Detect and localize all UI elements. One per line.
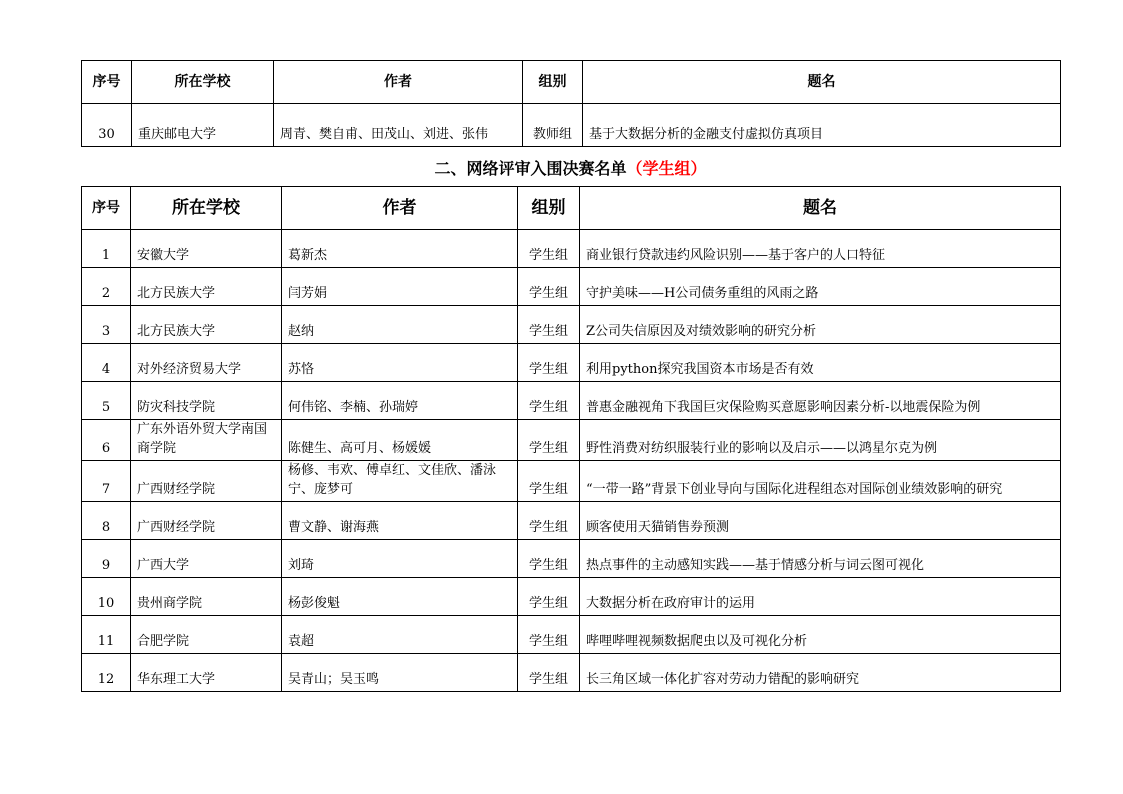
cell-title: 商业银行贷款违约风险识别——基于客户的人口特征 [580,230,1061,268]
cell-author: 葛新杰 [282,230,518,268]
table-row [82,104,1061,147]
cell-no: 2 [82,268,131,306]
cell-no: 8 [82,502,131,540]
cell-author: 曹文静、谢海燕 [282,502,518,540]
cell-school: 广西财经学院 [131,461,282,502]
table-row [82,382,1061,420]
cell-group: 教师组 [523,104,583,147]
cell-title: 利用python探究我国资本市场是否有效 [580,344,1061,382]
cell-school: 合肥学院 [131,616,282,654]
cell-title: 基于大数据分析的金融支付虚拟仿真项目 [583,104,1061,147]
cell-author: 陈健生、高可月、杨媛媛 [282,420,518,461]
student-table-body [82,230,1061,692]
cell-no: 3 [82,306,131,344]
cell-author: 周青、樊自甫、田茂山、刘进、张伟 [274,104,523,147]
cell-title: 哔哩哔哩视频数据爬虫以及可视化分析 [580,616,1061,654]
cell-no: 5 [82,382,131,420]
cell-school: 广东外语外贸大学南国商学院 [131,420,282,461]
table-row [82,578,1061,616]
cell-group: 学生组 [518,654,580,692]
header-no: 序号 [82,61,132,104]
section-title-main: 二、网络评审入围决赛名单 [434,159,627,178]
cell-author: 杨修、韦欢、傅卓红、文佳欣、潘泳宁、庞梦可 [282,461,518,502]
cell-title: Z公司失信原因及对绩效影响的研究分析 [580,306,1061,344]
cell-no: 9 [82,540,131,578]
table-row [82,420,1061,461]
table-row [82,616,1061,654]
header-group: 组别 [523,61,583,104]
cell-school: 广西财经学院 [131,502,282,540]
cell-title: 热点事件的主动感知实践——基于情感分析与词云图可视化 [580,540,1061,578]
header-title: 题名 [580,187,1061,230]
table-row [82,654,1061,692]
cell-school: 华东理工大学 [131,654,282,692]
cell-school: 安徽大学 [131,230,282,268]
header-no: 序号 [82,187,131,230]
cell-group: 学生组 [518,344,580,382]
header-school: 所在学校 [132,61,274,104]
cell-no: 1 [82,230,131,268]
cell-group: 学生组 [518,306,580,344]
cell-no: 7 [82,461,131,502]
cell-author: 杨彭俊魁 [282,578,518,616]
header-title: 题名 [583,61,1061,104]
cell-no: 11 [82,616,131,654]
table-row [82,344,1061,382]
cell-author: 袁超 [282,616,518,654]
cell-author: 刘琦 [282,540,518,578]
teacher-table-body [82,104,1061,147]
section-title [81,156,1060,179]
table-row [82,461,1061,502]
header-group: 组别 [518,187,580,230]
cell-school: 广西大学 [131,540,282,578]
cell-author: 吴青山；吴玉鸣 [282,654,518,692]
cell-school: 贵州商学院 [131,578,282,616]
cell-author: 何伟铭、李楠、孙瑞婷 [282,382,518,420]
cell-no: 30 [82,104,132,147]
cell-school: 对外经济贸易大学 [131,344,282,382]
table-row [82,230,1061,268]
cell-title: “一带一路”背景下创业导向与国际化进程组态对国际创业绩效影响的研究 [580,461,1061,502]
header-author: 作者 [274,61,523,104]
cell-no: 6 [82,420,131,461]
cell-group: 学生组 [518,230,580,268]
cell-group: 学生组 [518,616,580,654]
cell-group: 学生组 [518,382,580,420]
cell-group: 学生组 [518,461,580,502]
table-row [82,540,1061,578]
cell-group: 学生组 [518,540,580,578]
table-row [82,268,1061,306]
table-header-row [82,187,1061,230]
cell-no: 4 [82,344,131,382]
header-author: 作者 [282,187,518,230]
cell-school: 北方民族大学 [131,306,282,344]
table-row [82,502,1061,540]
cell-title: 普惠金融视角下我国巨灾保险购买意愿影响因素分析-以地震保险为例 [580,382,1061,420]
cell-author: 苏恪 [282,344,518,382]
cell-title: 野性消费对纺织服装行业的影响以及启示——以鸿星尔克为例 [580,420,1061,461]
cell-author: 赵纳 [282,306,518,344]
cell-author: 闫芳娟 [282,268,518,306]
cell-title: 大数据分析在政府审计的运用 [580,578,1061,616]
cell-title: 顾客使用天猫销售券预测 [580,502,1061,540]
cell-title: 长三角区域一体化扩容对劳动力错配的影响研究 [580,654,1061,692]
cell-school: 北方民族大学 [131,268,282,306]
cell-group: 学生组 [518,578,580,616]
cell-school: 防灾科技学院 [131,382,282,420]
header-school: 所在学校 [131,187,282,230]
cell-group: 学生组 [518,268,580,306]
table-row [82,306,1061,344]
cell-group: 学生组 [518,502,580,540]
student-group-table [81,186,1061,692]
cell-group: 学生组 [518,420,580,461]
section-title-accent: （学生组） [626,159,707,178]
cell-no: 10 [82,578,131,616]
table-header-row [82,61,1061,104]
teacher-group-table-continued [81,60,1061,147]
cell-school: 重庆邮电大学 [132,104,274,147]
cell-title: 守护美味——H公司债务重组的风雨之路 [580,268,1061,306]
cell-no: 12 [82,654,131,692]
